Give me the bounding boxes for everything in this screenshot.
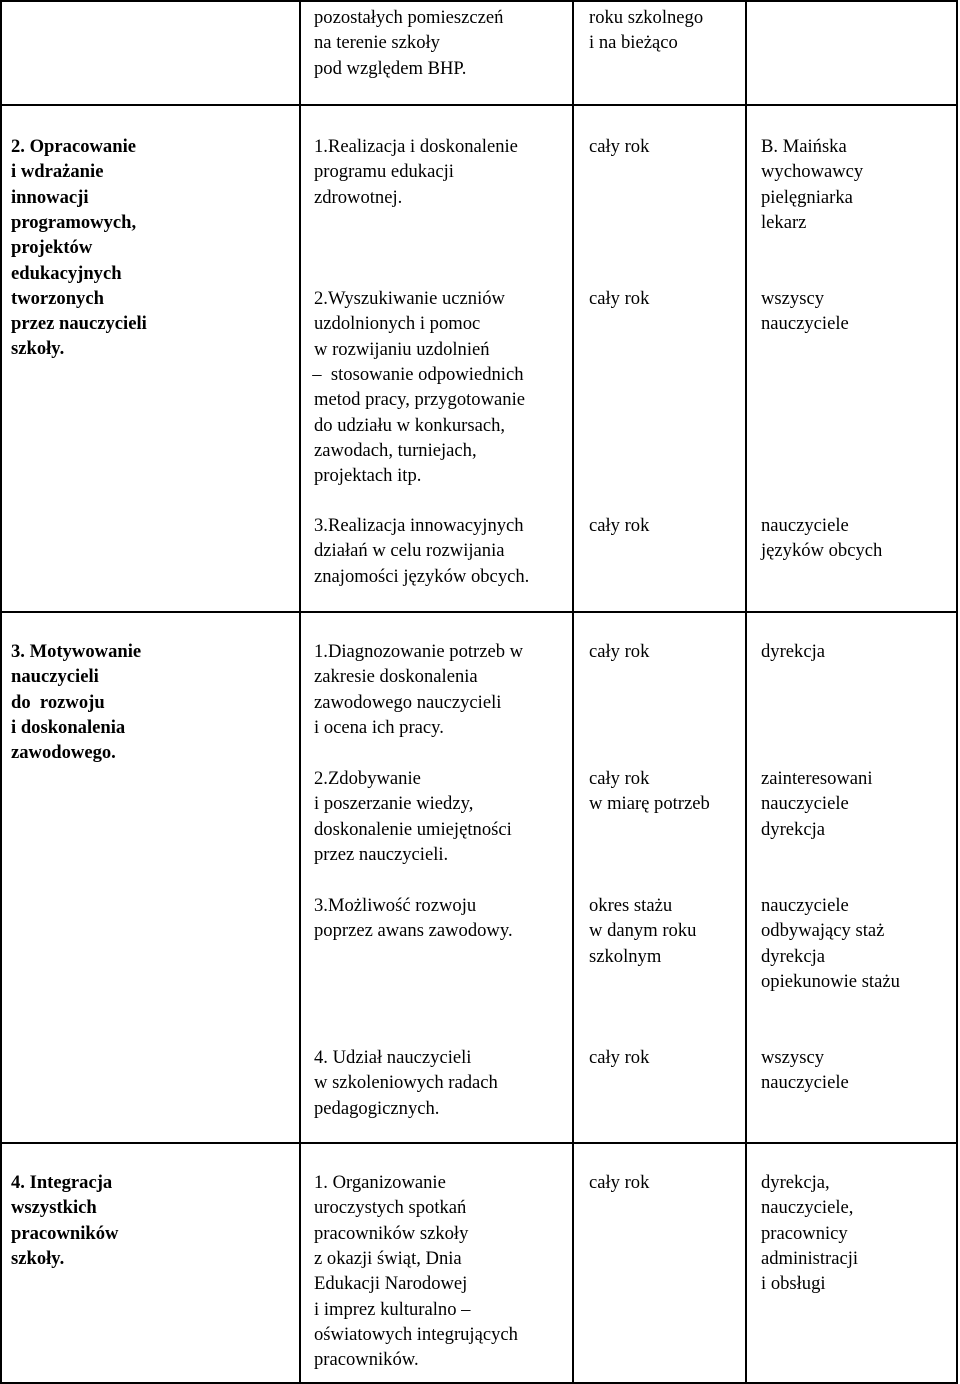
responsible-line: dyrekcja — [761, 945, 826, 967]
responsible-line: wszyscy — [761, 288, 824, 309]
task-line: przez nauczycieli. — [314, 843, 449, 865]
task-line: zawodach, turniejach, — [314, 439, 477, 461]
task-line: 2.Wyszukiwanie uczniów — [314, 288, 505, 309]
task-line: i ocena ich pracy. — [314, 716, 444, 738]
task-line: pedagogicznych. — [314, 1097, 440, 1119]
term-line: cały rok — [589, 515, 650, 536]
goal-line: 2. Opracowanie — [11, 136, 136, 157]
task-line: i poszerzanie wiedzy, — [314, 793, 474, 815]
table-row — [1, 105, 957, 612]
responsible-line: i obsługi — [761, 1273, 826, 1295]
task-line: pracowników szkoły — [314, 1222, 469, 1244]
goal-line: projektów — [11, 237, 93, 259]
goal-line: wszystkich — [11, 1197, 97, 1219]
term-line: szkolnym — [589, 945, 662, 967]
goal-line: edukacyjnych — [11, 262, 122, 284]
term-line: cały rok — [589, 288, 650, 309]
goal-line: i doskonalenia — [11, 716, 126, 738]
goal-line: szkoły. — [11, 338, 65, 360]
tasks-cell — [300, 612, 573, 1143]
task-line: pracowników. — [314, 1349, 419, 1371]
responsible-line: nauczyciele — [761, 515, 849, 536]
terms-cell — [573, 612, 746, 1143]
goal-line: tworzonych — [11, 287, 104, 309]
task-line: znajomości języków obcych. — [314, 565, 530, 587]
task-line: pozostałych pomieszczeń — [314, 7, 504, 28]
responsible-line: lekarz — [761, 211, 807, 233]
term-line: cały rok — [589, 1047, 650, 1068]
task-line: 1.Realizacja i doskonalenie — [314, 136, 518, 157]
goal-line: przez nauczycieli — [11, 313, 147, 335]
responsible-cell — [746, 612, 957, 1143]
task-line: zawodowego nauczycieli — [314, 691, 502, 713]
task-line: 1. Organizowanie — [314, 1172, 446, 1193]
goal-cell — [1, 1, 300, 105]
responsible-cell — [746, 105, 957, 612]
task-line: Edukacji Narodowej — [314, 1273, 468, 1295]
task-line: 2.Zdobywanie — [314, 768, 421, 789]
goal-line: innowacji — [11, 186, 89, 208]
task-line: i imprez kulturalno – — [314, 1298, 471, 1320]
responsible-cell — [746, 1, 957, 105]
task-line: programu edukacji — [314, 161, 454, 183]
task-line: w szkoleniowych radach — [314, 1072, 498, 1094]
term-line: cały rok — [589, 641, 650, 662]
task-line: uroczystych spotkań — [314, 1197, 467, 1219]
responsible-line: dyrekcja — [761, 818, 826, 840]
responsible-line: zainteresowani — [761, 768, 873, 789]
responsible-line: nauczyciele — [761, 895, 849, 916]
tasks-cell — [300, 1143, 573, 1383]
goal-line: programowych, — [11, 211, 137, 233]
terms-cell — [573, 105, 746, 612]
goal-line: i wdrażanie — [11, 161, 104, 183]
goal-cell — [1, 612, 300, 1143]
task-line: doskonalenie umiejętności — [314, 818, 512, 840]
task-line: – stosowanie odpowiednich — [303, 363, 524, 385]
table-row — [1, 1143, 957, 1383]
goal-cell — [1, 105, 300, 612]
term-line: w danym roku — [589, 920, 697, 942]
term-line: cały rok — [589, 136, 650, 157]
task-line: metod pracy, przygotowanie — [314, 389, 525, 411]
task-line: zdrowotnej. — [314, 186, 403, 208]
task-line: w rozwijaniu uzdolnień — [314, 338, 490, 360]
responsible-line: wychowawcy — [761, 161, 864, 183]
term-line: okres stażu — [589, 895, 673, 916]
responsible-line: wszyscy — [761, 1047, 824, 1068]
responsible-line: nauczyciele — [761, 313, 849, 335]
tasks-cell — [300, 1, 573, 105]
task-line: zakresie doskonalenia — [314, 666, 478, 688]
task-line: 3.Realizacja innowacyjnych — [314, 515, 524, 536]
goal-line: 4. Integracja — [11, 1172, 113, 1193]
task-line: działań w celu rozwijania — [314, 540, 505, 562]
term-line: i na bieżąco — [589, 32, 678, 54]
term-line: cały rok — [589, 1172, 650, 1193]
goal-line: nauczycieli — [11, 666, 99, 688]
task-line: poprzez awans zawodowy. — [314, 920, 513, 942]
term-line: roku szkolnego — [589, 7, 704, 28]
task-line: oświatowych integrujących — [314, 1323, 518, 1345]
responsible-line: dyrekcja, — [761, 1172, 830, 1193]
responsible-line: pracownicy — [761, 1222, 848, 1244]
goal-cell — [1, 1143, 300, 1383]
goal-line: szkoły. — [11, 1247, 65, 1269]
task-line: do udziału w konkursach, — [314, 414, 506, 436]
responsible-line: B. Maińska — [761, 136, 847, 157]
task-line: projektach itp. — [314, 465, 422, 487]
term-line: cały rok — [589, 768, 650, 789]
responsible-cell — [746, 1143, 957, 1383]
responsible-line: nauczyciele — [761, 1072, 849, 1094]
goal-line: 3. Motywowanie — [11, 641, 142, 662]
responsible-line: opiekunowie stażu — [761, 970, 900, 992]
tasks-cell — [300, 105, 573, 612]
responsible-line: odbywający staż — [761, 920, 885, 942]
task-line: pod względem BHP. — [314, 57, 467, 79]
task-line: 3.Możliwość rozwoju — [314, 895, 477, 916]
task-line: z okazji świąt, Dnia — [314, 1247, 462, 1269]
goal-line: zawodowego. — [11, 742, 116, 764]
terms-cell — [573, 1143, 746, 1383]
table-row — [1, 612, 957, 1143]
task-line: 1.Diagnozowanie potrzeb w — [314, 641, 524, 662]
task-line: 4. Udział nauczycieli — [314, 1047, 472, 1068]
responsible-line: nauczyciele, — [761, 1197, 854, 1219]
task-line: na terenie szkoły — [314, 32, 440, 54]
task-line: uzdolnionych i pomoc — [314, 313, 481, 335]
goal-line: pracowników — [11, 1222, 119, 1244]
goal-line: do rozwoju — [11, 691, 105, 713]
terms-cell — [573, 1, 746, 105]
responsible-line: języków obcych — [761, 540, 883, 562]
responsible-line: administracji — [761, 1247, 859, 1269]
table-row — [1, 1, 957, 105]
term-line: w miarę potrzeb — [589, 793, 710, 815]
responsible-line: nauczyciele — [761, 793, 849, 815]
responsible-line: pielęgniarka — [761, 186, 853, 208]
responsible-line: dyrekcja — [761, 641, 826, 662]
